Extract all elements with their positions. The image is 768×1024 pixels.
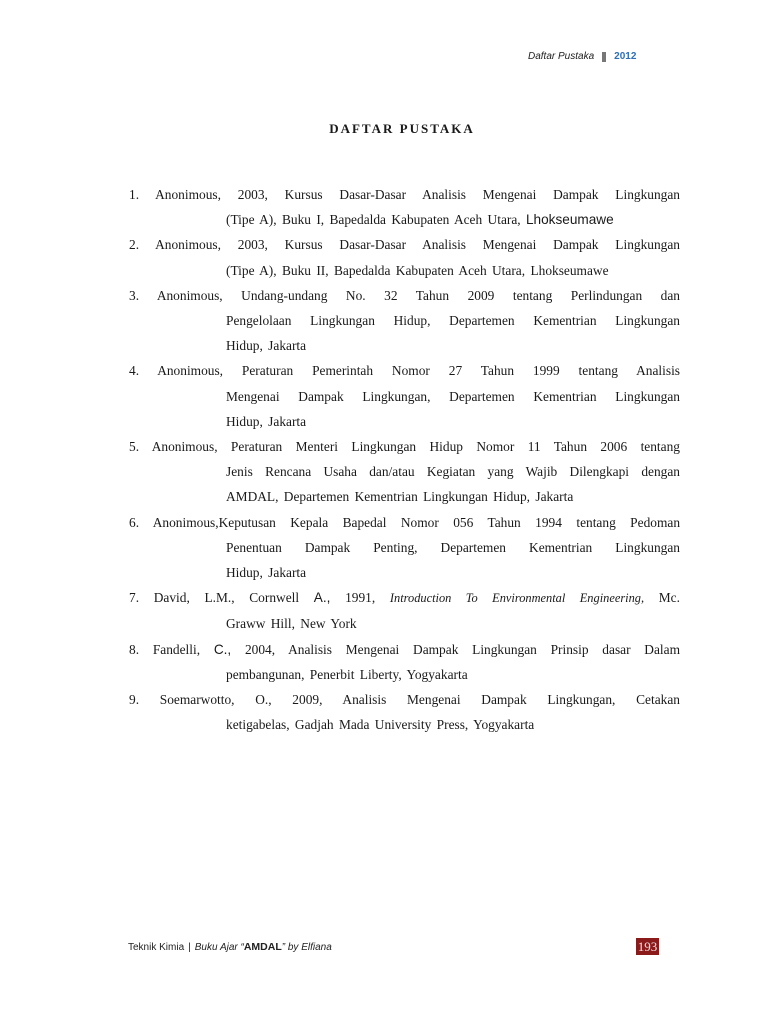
reference-continuation: Jenis Rencana Usaha dan/atau Kegiatan yang Wajib Dilengkapi dengan — [226, 464, 680, 480]
reference-continuation: Pengelolaan Lingkungan Hidup, Departemen Kementrian Lingkungan — [226, 313, 680, 329]
reference-item — [129, 182, 680, 232]
reference-continuation: Mengenai Dampak Lingkungan, Departemen Kementrian Lingkungan — [226, 388, 680, 404]
reference-item — [129, 283, 680, 359]
reference-continuation: Penentuan Dampak Penting, Departemen Kementrian Lingkungan — [226, 539, 680, 555]
reference-item — [129, 358, 680, 434]
footer-separator: | — [188, 942, 191, 953]
reference-continuation: (Tipe A), Buku II, Bapedalda Kabupaten Aceh Utara, Lhokseumawe — [226, 262, 609, 278]
page-number: 193 — [637, 939, 658, 954]
footer-book-prefix: Buku Ajar “ — [194, 942, 244, 953]
reference-first-line: 5. Anonimous, Peraturan Menteri Lingkungan Hidup Nomor 11 Tahun 2006 tentang — [129, 439, 680, 455]
reference-first-line: 3. Anonimous, Undang-undang No. 32 Tahun 2009 tentang Perlindungan dan — [129, 287, 681, 303]
reference-first-line: 1. Anonimous, 2003, Kursus Dasar-Dasar Analisis Mengenai Dampak Lingkungan — [129, 187, 681, 202]
reference-italic-title: Introduction To Environmental Engineering, — [389, 591, 645, 606]
reference-item — [129, 434, 680, 510]
reference-continuation: pembangunan, Penerbit Liberty, Yogyakarta — [226, 666, 468, 682]
footer-author: Elfiana — [301, 942, 332, 953]
reference-initial: C., — [213, 641, 232, 657]
reference-first-line: 7. David, L.M., Cornwell A., 1991, Introduction To Environmental Engineering, Mc. — [129, 590, 680, 606]
footer-dept: Teknik Kimia — [128, 942, 185, 953]
reference-continuation: ketigabelas, Gadjah Mada University Press, Yogyakarta — [226, 717, 535, 733]
reference-first-line: 2. Anonimous, 2003, Kursus Dasar-Dasar Analisis Mengenai Dampak Lingkungan — [129, 237, 681, 253]
page-footer — [128, 941, 332, 953]
footer-book-title: AMDAL — [243, 941, 282, 953]
reference-first-line: 9. Soemarwotto, O., 2009, Analisis Mengenai Dampak Lingkungan, Cetakan — [129, 692, 680, 708]
reference-continuation: (Tipe A), Buku I, Bapedalda Kabupaten Aceh Utara, Lhokseumawe — [226, 212, 614, 228]
reference-first-line: 8. Fandelli, C., 2004, Analisis Mengenai Dampak Lingkungan Prinsip dasar Dalam — [129, 641, 681, 657]
reference-list — [129, 182, 680, 737]
reference-item — [129, 510, 680, 586]
reference-initial: A., — [313, 590, 331, 606]
footer-book-suffix: ” by — [281, 942, 299, 953]
reference-continuation: Hidup, Jakarta — [226, 413, 307, 429]
reference-first-line: 6. Anonimous,Keputusan Kepala Bapedal Nomor 056 Tahun 1994 tentang Pedoman — [129, 514, 681, 530]
page-title: DAFTAR PUSTAKA — [329, 121, 475, 136]
header-year: 2012 — [614, 51, 637, 62]
header-divider — [602, 52, 606, 62]
reference-item — [129, 687, 680, 737]
header-label: Daftar Pustaka — [528, 51, 595, 62]
reference-continuation: Graww Hill, New York — [226, 616, 357, 632]
reference-tail: Lhokseumawe — [526, 212, 614, 228]
reference-item — [129, 232, 680, 282]
reference-item — [129, 585, 680, 636]
reference-first-line: 4. Anonimous, Peraturan Pemerintah Nomor 27 Tahun 1999 tentang Analisis — [129, 363, 681, 379]
reference-continuation: AMDAL, Departemen Kementrian Lingkungan Hidup, Jakarta — [226, 489, 574, 505]
reference-continuation: Hidup, Jakarta — [226, 565, 307, 581]
reference-item — [129, 637, 680, 687]
running-header — [528, 51, 636, 62]
reference-continuation: Hidup, Jakarta — [226, 338, 307, 354]
